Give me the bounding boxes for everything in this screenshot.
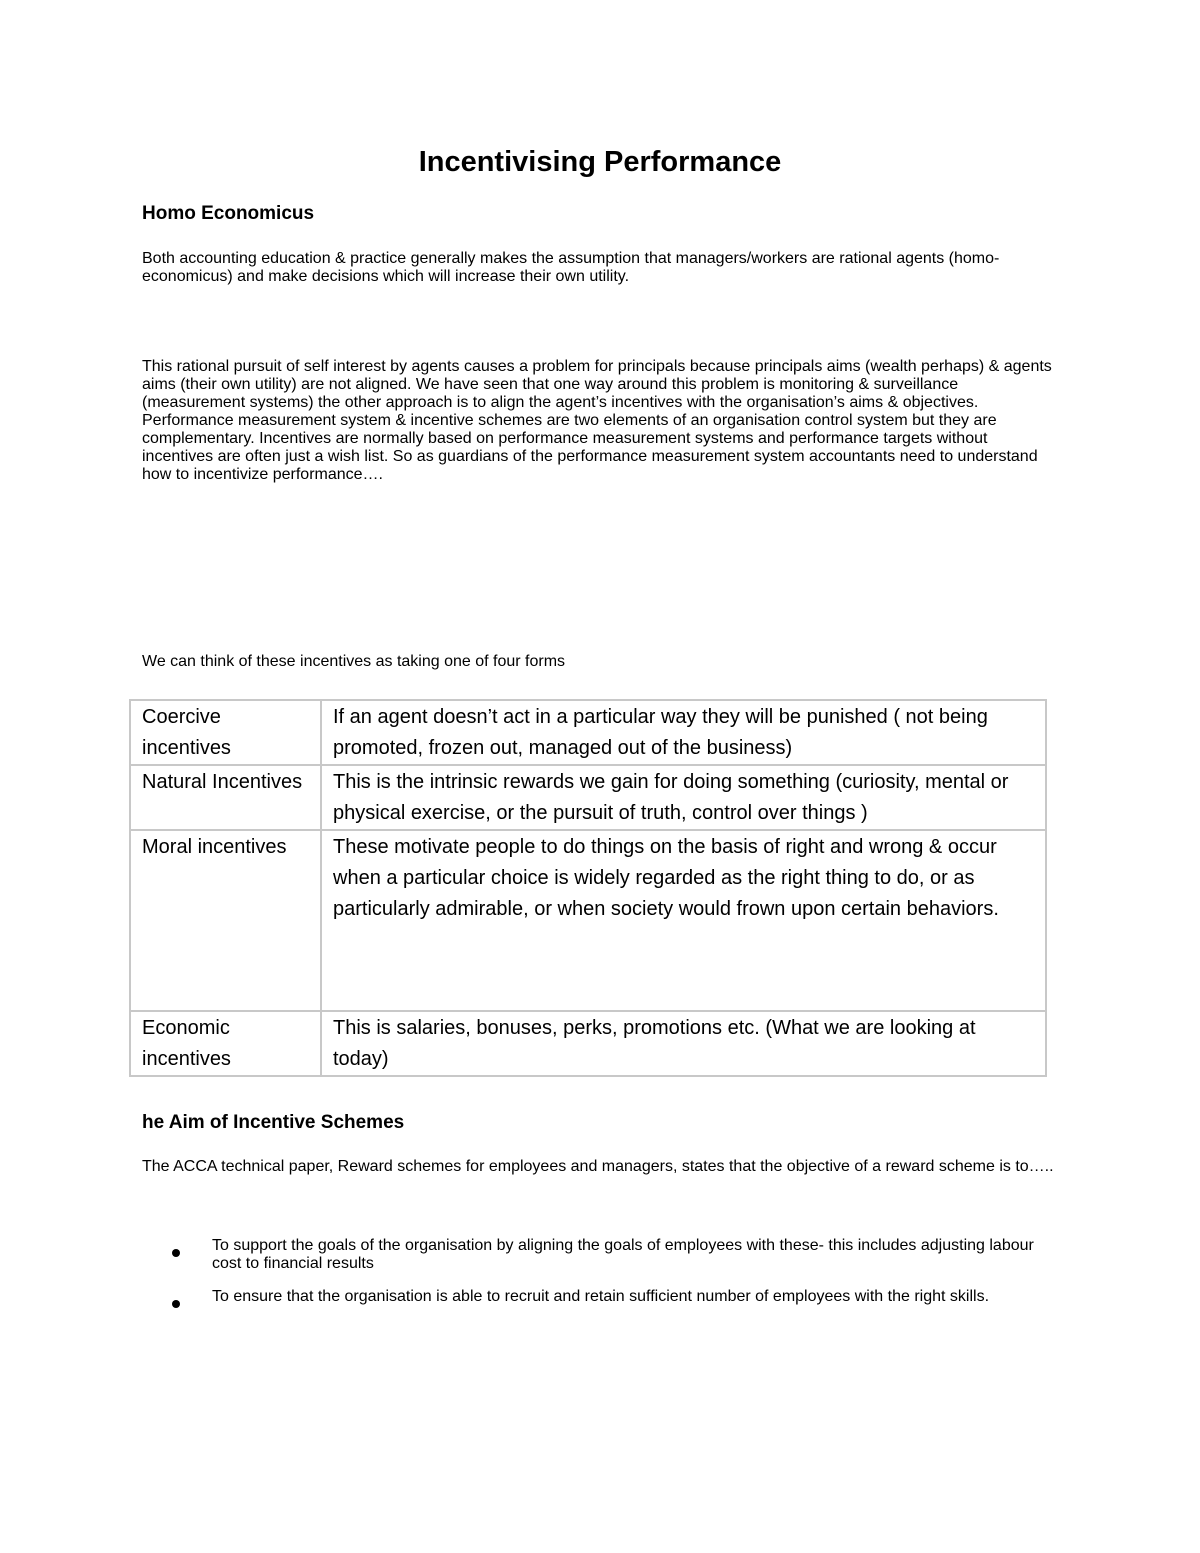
list-item-text: To ensure that the organisation is able to recruit and retain sufficient number of employees with the right skills.	[212, 1288, 990, 1305]
section-heading-homo-economicus: Homo Economicus	[142, 203, 315, 224]
document-title: Incentivising Performance	[418, 146, 782, 178]
objectives-bullet-list	[142, 1237, 1057, 1321]
bullet-icon	[172, 1249, 180, 1257]
paragraph-principal-agent-problem: This rational pursuit of self interest by agents causes a problem for principals because principals aims (wealth perhaps) & agents aims (their own utility) are not aligned. We have seen that one way around this problem is monitoring & surveillance (measurement systems) the other approach is to align the agent’s incentives with the organisation’s aims & objectives. Performance measurement system & incentive schemes are two elements of an organisation control system but they are complementary. Incentives are normally based on performance measurement systems and performance targets without incentives are often just a wish list. So as guardians of the performance measurement system accountants need to understand how to incentivize performance….	[142, 358, 1052, 483]
incentive-description-cell: This is the intrinsic rewards we gain for doing something (curiosity, mental or physical exercise, or the pursuit of truth, control over things )	[321, 765, 1046, 830]
incentive-type-cell: Moral incentives	[130, 830, 321, 1011]
list-item-text: To support the goals of the organisation by aligning the goals of employees with these- this includes adjusting labour cost to financial results	[212, 1237, 1034, 1272]
paragraph-acca-technical-paper: The ACCA technical paper, Reward schemes for employees and managers, states that the objective of a reward scheme is to…..	[142, 1158, 1054, 1175]
table-row	[130, 830, 1046, 1011]
incentive-description-cell: These motivate people to do things on the basis of right and wrong & occur when a particular choice is widely regarded as the right thing to do, or as particularly admirable, or when society would frown upon certain behaviors.	[321, 830, 1046, 1011]
incentive-description-cell: If an agent doesn’t act in a particular way they will be punished ( not being promoted, frozen out, managed out of the business)	[321, 700, 1046, 765]
bullet-icon	[172, 1300, 180, 1308]
incentive-description-cell: This is salaries, bonuses, perks, promotions etc. (What we are looking at today)	[321, 1011, 1046, 1076]
incentive-type-cell: Natural Incentives	[130, 765, 321, 830]
list-item	[142, 1237, 1057, 1273]
incentive-type-cell: Economic incentives	[130, 1011, 321, 1076]
table-row	[130, 700, 1046, 765]
paragraph-four-forms-intro: We can think of these incentives as taking one of four forms	[142, 653, 566, 670]
table-row	[130, 1011, 1046, 1076]
section-heading-aim-of-incentive-schemes: he Aim of Incentive Schemes	[142, 1112, 405, 1133]
paragraph-rational-agents: Both accounting education & practice generally makes the assumption that managers/workers are rational agents (homo- economicus) and make decisions which will increase their own utility.	[142, 250, 1000, 285]
incentives-table	[129, 699, 1047, 1077]
incentive-type-cell: Coercive incentives	[130, 700, 321, 765]
table-row	[130, 765, 1046, 830]
list-item	[142, 1288, 1057, 1306]
